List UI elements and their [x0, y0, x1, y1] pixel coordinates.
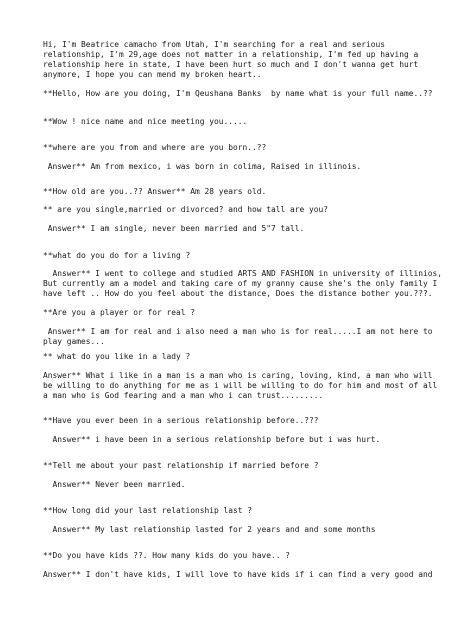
text-line: Answer** I don't have kids, I will love to have kids if i can find a very good and	[43, 570, 433, 579]
text-line: **Do you have kids ??. How many kids do you have.. ?	[43, 551, 291, 560]
text-line: have left .. How do you feel about the distance, Does the distance bother you.???.	[43, 289, 433, 298]
text-line: Answer** What i like in a man is a man who is caring, loving, kind, a man who will	[43, 371, 433, 380]
text-line: anymore, I hope you can mend my broken heart..	[43, 70, 262, 79]
text-line: Answer** I went to college and studied ARTS AND FASHION in university of illinios,	[43, 269, 443, 278]
text-line: ** what do you like in a lady ?	[43, 352, 191, 361]
text-line: Answer** I am for real and i also need a man who is for real.....I am not here to	[43, 327, 433, 336]
text-line: **Tell me about your past relationship if married before ?	[43, 461, 319, 470]
text-line: **where are you from and where are you born..??	[43, 143, 267, 152]
text-line: **Are you a player or for real ?	[43, 308, 196, 317]
text-line: **How long did your last relationship last ?	[43, 506, 253, 515]
text-line: Answer** Am from mexico, i was born in colima, Raised in illinois.	[43, 162, 362, 171]
text-line: ** are you single,married or divorced? and how tall are you?	[43, 205, 329, 214]
text-line: **Have you ever been in a serious relationship before..???	[43, 416, 319, 425]
text-line: Answer** Never been married.	[43, 480, 186, 489]
text-line: relationship, I'm 29,age does not matter in a relationship, I'm fed up having a	[43, 50, 419, 59]
text-line: **Hello, How are you doing, I'm Qeushana Banks by name what is your full name..??	[43, 89, 433, 98]
text-line: **what do you do for a living ?	[43, 251, 191, 260]
text-line: **Wow ! nice name and nice meeting you.....	[43, 117, 248, 126]
text-line: relationship here in state, I have been hurt so much and I don't wanna get hurt	[43, 60, 419, 69]
text-line: play games...	[43, 337, 105, 346]
text-line: Hi, I'm Beatrice camacho from Utah, I'm searching for a real and serious	[43, 40, 386, 49]
text-line: be willing to do anything for me as i will be willing to do for him and most of all	[43, 381, 438, 390]
text-line: Answer** I am single, never been married and 5"7 tall.	[43, 224, 305, 233]
text-line: Answer** My last relationship lasted for 2 years and and some months	[43, 525, 376, 534]
text-line: a man who is God fearing and a man who i can trust.........	[43, 391, 324, 400]
text-line: But currently am a model and taking care of my granny cause she's the only family I	[43, 279, 438, 288]
text-line: **How old are you..?? Answer** Am 28 years old.	[43, 187, 267, 196]
text-line: Answer** i have been in a serious relationship before but i was hurt.	[43, 435, 381, 444]
